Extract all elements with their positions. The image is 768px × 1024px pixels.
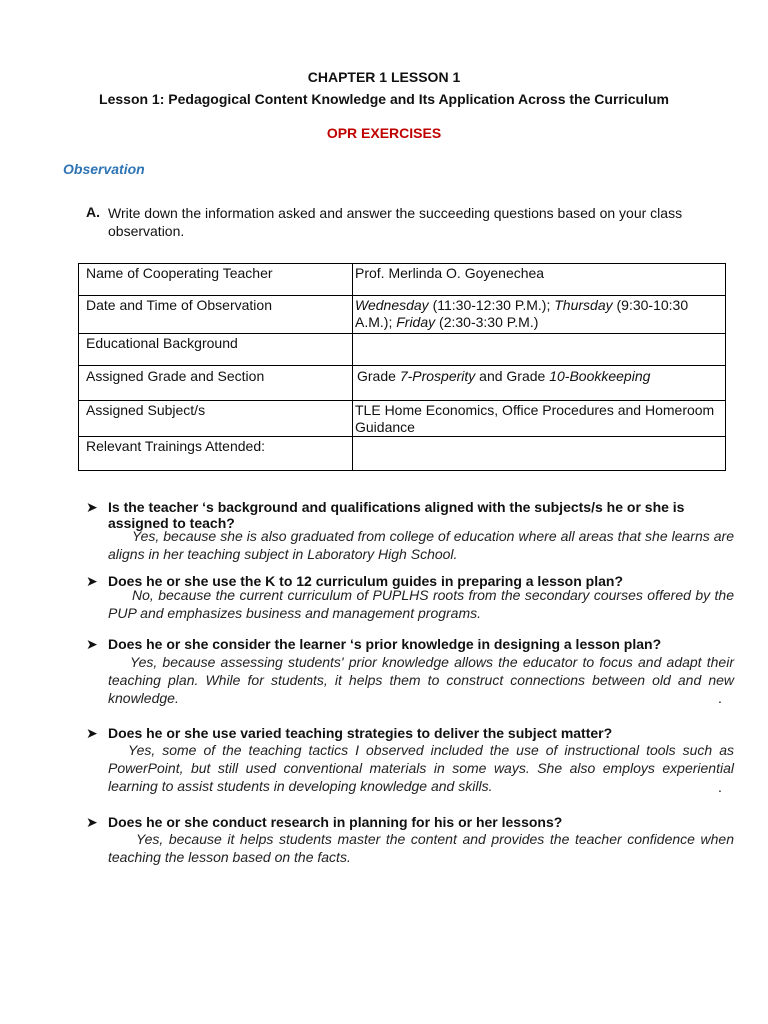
table-value: TLE Home Economics, Office Procedures and Homeroom Guidance bbox=[353, 401, 726, 437]
stray-period: . bbox=[718, 779, 722, 795]
arrow-bullet-icon: ➤ bbox=[86, 814, 98, 830]
chapter-heading: CHAPTER 1 LESSON 1 bbox=[307, 69, 461, 85]
question-text: Does he or she consider the learner ‘s prior knowledge in designing a lesson plan? bbox=[108, 636, 662, 652]
table-row bbox=[79, 296, 726, 334]
instruction-text: Write down the information asked and answer the succeeding questions based on your class observation. bbox=[108, 205, 683, 239]
question-text: Does he or she use varied teaching strategies to deliver the subject matter? bbox=[108, 725, 613, 741]
question-text: Does he or she conduct research in planning for his or her lessons? bbox=[108, 814, 563, 830]
table-value: Grade 7-Prosperity and Grade 10-Bookkeeping bbox=[353, 366, 726, 401]
arrow-bullet-icon: ➤ bbox=[86, 725, 98, 741]
instruction-letter: A. bbox=[86, 204, 100, 220]
section-heading: OPR EXERCISES bbox=[326, 125, 442, 141]
table-value bbox=[353, 334, 726, 366]
table-label: Date and Time of Observation bbox=[79, 296, 353, 334]
question-text: Does he or she use the K to 12 curriculum guides in preparing a lesson plan? bbox=[108, 573, 624, 589]
lesson-title: Lesson 1: Pedagogical Content Knowledge and Its Application Across the Curriculum bbox=[99, 91, 669, 107]
observation-subheading: Observation bbox=[63, 161, 145, 177]
answer-text: Yes, some of the teaching tactics I observed included the use of instructional tools such as PowerPoint, but still used conventional materials in some ways. She also employs experiential learning to assist students in developing knowledge and skills. bbox=[108, 742, 734, 794]
arrow-bullet-icon: ➤ bbox=[86, 573, 98, 589]
observation-info-table bbox=[78, 263, 726, 471]
table-row bbox=[79, 437, 726, 471]
stray-period: . bbox=[718, 690, 722, 706]
table-label: Assigned Grade and Section bbox=[79, 366, 353, 401]
question-text: Is the teacher ‘s background and qualifications aligned with the subjects/s he or she is assigned to teach? bbox=[108, 499, 685, 531]
table-label: Relevant Trainings Attended: bbox=[79, 437, 353, 471]
answer-text: Yes, because assessing students' prior knowledge allows the educator to focus and adapt their teaching plan. While for students, it helps them to construct connections between old and new knowledge. bbox=[108, 654, 734, 706]
table-value bbox=[353, 437, 726, 471]
answer-text: No, because the current curriculum of PUPLHS roots from the secondary courses offered by the PUP and emphasizes business and management programs. bbox=[108, 587, 734, 621]
table-row bbox=[79, 366, 726, 401]
table-label: Assigned Subject/s bbox=[79, 401, 353, 437]
arrow-bullet-icon: ➤ bbox=[86, 636, 98, 652]
table-label: Name of Cooperating Teacher bbox=[79, 264, 353, 296]
arrow-bullet-icon: ➤ bbox=[86, 499, 98, 515]
table-row bbox=[79, 334, 726, 366]
table-row bbox=[79, 264, 726, 296]
answer-text: Yes, because she is also graduated from college of education where all areas that she learns are aligns in her teaching subject in Laboratory High School. bbox=[108, 528, 734, 562]
answer-text: Yes, because it helps students master the content and provides the teacher confidence when teaching the lesson based on the facts. bbox=[108, 831, 734, 865]
table-value: Wednesday (11:30-12:30 P.M.); Thursday (9:30-10:30 A.M.); Friday (2:30-3:30 P.M.) bbox=[353, 296, 726, 334]
table-label: Educational Background bbox=[79, 334, 353, 366]
table-value: Prof. Merlinda O. Goyenechea bbox=[353, 264, 726, 296]
table-row bbox=[79, 401, 726, 437]
